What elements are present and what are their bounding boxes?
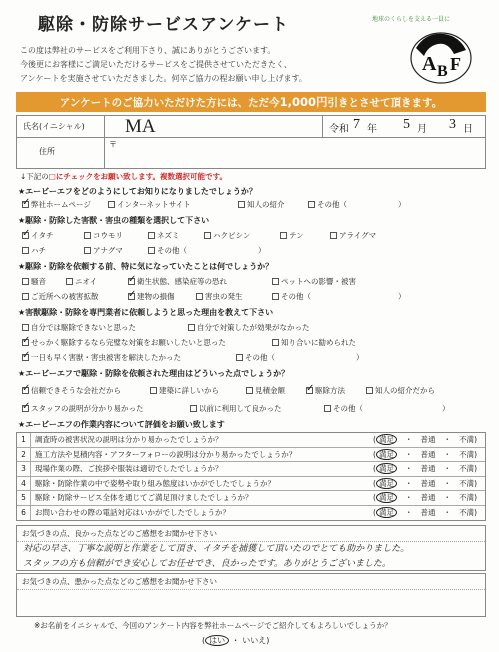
checkbox[interactable] — [22, 278, 29, 285]
q1-close: ） — [398, 200, 406, 209]
q2-option[interactable]: その他（ — [148, 245, 187, 256]
checkbox[interactable] — [190, 405, 197, 412]
bad-comments-box[interactable] — [16, 573, 486, 617]
checkbox[interactable] — [272, 278, 279, 285]
checkbox[interactable] — [128, 293, 135, 300]
company-tagline: 地球のくらしを支える一員に — [372, 16, 451, 23]
svg-text:F: F — [450, 54, 461, 74]
checkbox[interactable] — [196, 293, 203, 300]
q3-option[interactable]: 騒音 — [22, 276, 46, 287]
rating-table — [16, 432, 486, 521]
checkbox[interactable] — [150, 387, 157, 394]
q5-option[interactable]: ✓信頼できそうな会社だから — [22, 385, 121, 396]
q5-label: ★エービーエフで駆除・防除を依頼された理由はどういった点でしょうか？ — [18, 369, 290, 378]
checkbox[interactable] — [22, 324, 29, 331]
q4-close: ） — [356, 353, 364, 362]
q4-label: ★害獣駆除・防除を専門業者に依頼しようと思った理由を教えて下さい — [18, 308, 274, 317]
discount-banner: アンケートのご協力いただけた方には、ただ今1,000円引きとさせて頂きます。 — [16, 92, 486, 112]
q2-option[interactable]: ✓イタチ — [22, 230, 54, 241]
q2-option[interactable]: アナグマ — [84, 245, 123, 256]
rating-row: 6 お問い合わせの際の電話対応はいかがでしたでしょうか？ ( 満足 ・ 普通 ・ 不満) — [17, 506, 485, 521]
q1-option[interactable]: その他（ — [308, 199, 347, 210]
q1-option[interactable]: インターネットサイト — [108, 199, 191, 210]
checkbox[interactable] — [22, 232, 29, 239]
q4-option[interactable]: 自分で対策したが効果がなかった — [188, 322, 310, 333]
q3-label: ★駆除・防除を依頼する前、特に気になっていたことは何でしょうか？ — [18, 262, 274, 271]
checkbox-notice: ↓下記の□にチェックをお願い致します。複数選択可能です。 — [20, 172, 227, 181]
q3-option[interactable]: ご近所への被害拡散 — [22, 291, 99, 302]
checkbox[interactable] — [66, 278, 73, 285]
q2-option[interactable]: アライグマ — [330, 230, 376, 241]
q5-option[interactable]: その他（ — [324, 403, 363, 414]
q2-option[interactable]: ハチ — [22, 245, 46, 256]
checkbox[interactable] — [22, 354, 29, 361]
checkbox[interactable] — [84, 232, 91, 239]
checkbox[interactable] — [148, 232, 155, 239]
rating-choices[interactable]: ( 満足 ・ 普通 ・ 不満) — [373, 508, 477, 518]
rating-row: 4 駆除・防除作業の中で姿勢や取り組み態度はいかがでしたでしょうか？ ( 満足 ・ 普通 ・ 不満) — [17, 477, 485, 492]
checkbox[interactable] — [280, 232, 287, 239]
checkbox[interactable] — [22, 339, 29, 346]
rating-choices[interactable]: ( 満足 ・ 普通 ・ 不満) — [373, 464, 477, 474]
rating-row: 5 駆除・防除サービス全体を通じてご満足頂けましたでしょうか？ ( 満足 ・ 普通 ・ 不満) — [17, 491, 485, 506]
checkbox[interactable] — [246, 387, 253, 394]
good-comments-box[interactable] — [16, 525, 486, 571]
address-row — [16, 137, 486, 169]
checkbox[interactable] — [204, 232, 211, 239]
q5-option[interactable]: ✓ 駆除方法 — [306, 385, 345, 396]
q1-option[interactable]: ✓弊社ホームページ — [22, 199, 91, 210]
q4-option[interactable]: 知り合いに勧められた — [272, 337, 356, 348]
bad-comments-text — [17, 590, 485, 592]
name-field[interactable]: MA — [105, 116, 323, 137]
consent-question: ※お名前をイニシャルで、今回のアンケート内容を弊社ホームページでご紹介してもよろしいでしょうか？ — [34, 621, 392, 630]
q4-option[interactable]: ✓一日も早く害獣・害虫被害を解決したかった — [22, 352, 181, 363]
checkbox[interactable] — [22, 293, 29, 300]
checkbox[interactable] — [22, 247, 29, 254]
consent-choices[interactable]: ( はい ・ いいえ) — [202, 636, 270, 645]
rating-choices[interactable]: ( 満足 ・ 普通 ・ 不満) — [373, 435, 477, 445]
q4-option[interactable]: ✓せっかく駆除するなら完璧な対策をお願いしたいと思った — [22, 337, 226, 348]
q2-label: ★駆除・防除した害獣・害虫の種類を選択して下さい — [18, 216, 210, 225]
q3-option[interactable]: ✓ 建物の損傷 — [128, 291, 175, 302]
date-field[interactable]: 令和 7 年 5 月 3 日 — [329, 117, 473, 135]
rating-choices[interactable]: ( 満足 ・ 普通 ・ 不満) — [373, 493, 477, 503]
q2-option[interactable]: テン — [280, 230, 304, 241]
checkbox[interactable] — [22, 387, 29, 394]
page-title: 駆除・防除サービスアンケート — [38, 15, 289, 35]
address-label: 住所 — [17, 137, 105, 168]
checkbox[interactable] — [366, 387, 373, 394]
checkbox[interactable] — [22, 405, 29, 412]
q2-option[interactable]: ハクビシン — [204, 230, 250, 241]
checkbox[interactable] — [308, 201, 315, 208]
bad-comments-title: お気づきの点、悪かった点などのご感想をお聞かせ下さい — [17, 574, 485, 590]
good-comments-title: お気づきの点、良かった点などのご感想をお聞かせ下さい — [17, 526, 485, 542]
consent-yes[interactable]: はい — [205, 635, 229, 646]
q3-option[interactable]: その他（ — [272, 291, 311, 302]
q3-option[interactable]: ニオイ — [66, 276, 97, 287]
svg-text:A: A — [422, 53, 437, 75]
rating-row: 1 調査時の被害状況の説明は分かり易かったでしょうか？ ( 満足 ・ 普通 ・ 不満) — [17, 433, 485, 448]
rating-choices[interactable]: ( 満足 ・ 普通 ・ 不満) — [373, 449, 477, 459]
good-comments-text-2: スタッフの方も信頼ができ安心してお任せでき、良かったです。ありがとうございました。 — [23, 559, 391, 569]
q1-label: ★エービーエフをどのようにしてお知りになりましたでしょうか？ — [18, 187, 257, 196]
address-field[interactable]: 〒 — [109, 140, 117, 149]
rating-heading: ★エービーエフの作業内容について評価をお願い致します — [18, 420, 225, 429]
q5-option[interactable]: 見積金額 — [246, 385, 285, 396]
q3-option[interactable]: 害虫の発生 — [196, 291, 243, 302]
name-date-row — [16, 115, 486, 138]
q5-option[interactable]: 建築に詳しいから — [150, 385, 219, 396]
checkbox[interactable] — [236, 354, 243, 361]
checkbox[interactable] — [148, 247, 155, 254]
q1-option[interactable]: 知人の紹介 — [238, 199, 285, 210]
q3-option[interactable]: ✓ 衛生状態、感染症等の恐れ — [128, 276, 227, 287]
rating-choices[interactable]: ( 満足 ・ 普通 ・ 不満) — [373, 478, 477, 488]
q5-close: ） — [442, 404, 450, 413]
consent-no[interactable]: いいえ — [242, 636, 267, 645]
rating-row: 3 現場作業の際、ご挨拶や服装は適切でしたでしょうか？ ( 満足 ・ 普通 ・ 不満) — [17, 462, 485, 477]
checkbox[interactable] — [324, 405, 331, 412]
q5-option[interactable]: 以前に利用して良かった — [190, 403, 282, 414]
q5-option[interactable]: ✓スタッフの説明が分かり易かった — [22, 403, 144, 414]
intro-text: この度は弊社のサービスをご利用下さり、誠にありがとうございます。 今後更にお客様にご満足いただけるサービスをご提供させていただきたく、 アンケートを実施させていただきました。何卒ご協力の程お願い申し上げます。 — [20, 46, 307, 83]
q2-close: ） — [258, 246, 266, 255]
checkbox[interactable] — [108, 201, 115, 208]
name-label: 氏名(イニシャル) — [17, 116, 105, 137]
checkbox[interactable] — [238, 201, 245, 208]
checkbox[interactable] — [188, 324, 195, 331]
q3-option[interactable]: ペットへの影響・被害 — [272, 276, 356, 287]
checkbox[interactable] — [22, 201, 29, 208]
good-comments-text-1: 対応の早さ、丁寧な説明と作業をして頂き、イタチを捕獲して頂いたのでとても助かりました。 — [23, 544, 410, 554]
checkbox[interactable] — [306, 387, 313, 394]
checkbox[interactable] — [128, 278, 135, 285]
q2-option[interactable]: ネズミ — [148, 230, 180, 241]
checkbox[interactable] — [84, 247, 91, 254]
company-logo-icon — [404, 30, 478, 86]
svg-text:B: B — [437, 63, 448, 80]
q4-option[interactable]: その他（ — [236, 352, 275, 363]
q2-option[interactable]: コウモリ — [84, 230, 123, 241]
checkbox[interactable] — [272, 339, 279, 346]
q3-close: ） — [398, 292, 406, 301]
q5-option[interactable]: 知人の紹介だから — [366, 385, 435, 396]
q4-option[interactable]: 自分では駆除できないと思った — [22, 322, 136, 333]
checkbox[interactable] — [272, 293, 279, 300]
checkbox[interactable] — [330, 232, 337, 239]
rating-row: 2 施工方法や見積内容・アフターフォローの説明は分かり易かったでしょうか？ ( 満足 ・ 普通 ・ 不満) — [17, 448, 485, 463]
